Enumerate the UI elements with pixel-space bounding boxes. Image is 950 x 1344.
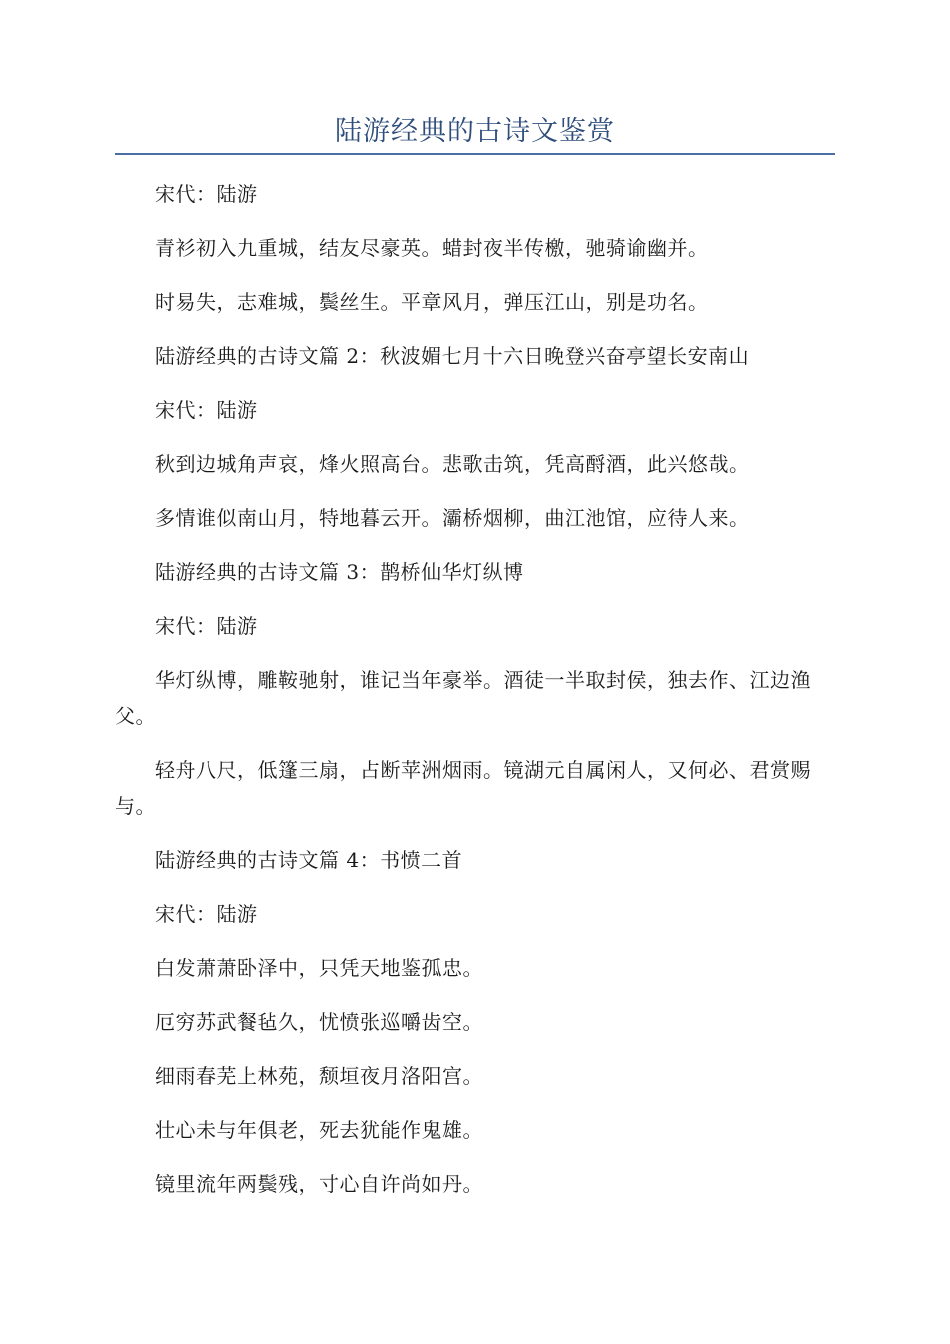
- poem-line: 秋到边城角声哀，烽火照高台。悲歌击筑，凭高酹酒，此兴悠哉。: [155, 452, 750, 476]
- author-line: 宋代：陆游: [155, 398, 258, 422]
- poem-line: 壮心未与年俱老，死去犹能作鬼雄。: [155, 1118, 483, 1142]
- section-heading: 陆游经典的古诗文篇 2：秋波媚七月十六日晚登兴奋亭望长安南山: [155, 344, 750, 368]
- poem-line: 多情谁似南山月，特地暮云开。灞桥烟柳，曲江池馆，应待人来。: [155, 506, 750, 530]
- poem-line: 青衫初入九重城，结友尽豪英。蜡封夜半传檄，驰骑谕幽并。: [155, 236, 709, 260]
- page-title: 陆游经典的古诗文鉴赏: [335, 116, 615, 147]
- section-heading: 陆游经典的古诗文篇 3：鹊桥仙华灯纵博: [155, 560, 524, 584]
- poem-line: 镜里流年两鬓残，寸心自许尚如丹。: [155, 1172, 483, 1196]
- poem-line: 华灯纵博，雕鞍驰射，谁记当年豪举。酒徒一半取封侯，独去作、江边渔父。: [115, 668, 811, 728]
- author-line: 宋代：陆游: [155, 614, 258, 638]
- poem-line: 厄穷苏武餐毡久，忧愤张巡嚼齿空。: [155, 1010, 483, 1034]
- document-body: [115, 176, 835, 1220]
- section-heading: 陆游经典的古诗文篇 4：书愤二首: [155, 848, 463, 872]
- author-line: 宋代：陆游: [155, 182, 258, 206]
- poem-line: 时易失，志难城，鬓丝生。平章风月，弹压江山，别是功名。: [155, 290, 709, 314]
- title-underline: [115, 153, 835, 155]
- poem-line: 细雨春芜上林苑，颓垣夜月洛阳宫。: [155, 1064, 483, 1088]
- poem-line: 白发萧萧卧泽中，只凭天地鉴孤忠。: [155, 956, 483, 980]
- author-line: 宋代：陆游: [155, 902, 258, 926]
- poem-line: 轻舟八尺，低篷三扇，占断苹洲烟雨。镜湖元自属闲人，又何必、君赏赐与。: [115, 758, 811, 818]
